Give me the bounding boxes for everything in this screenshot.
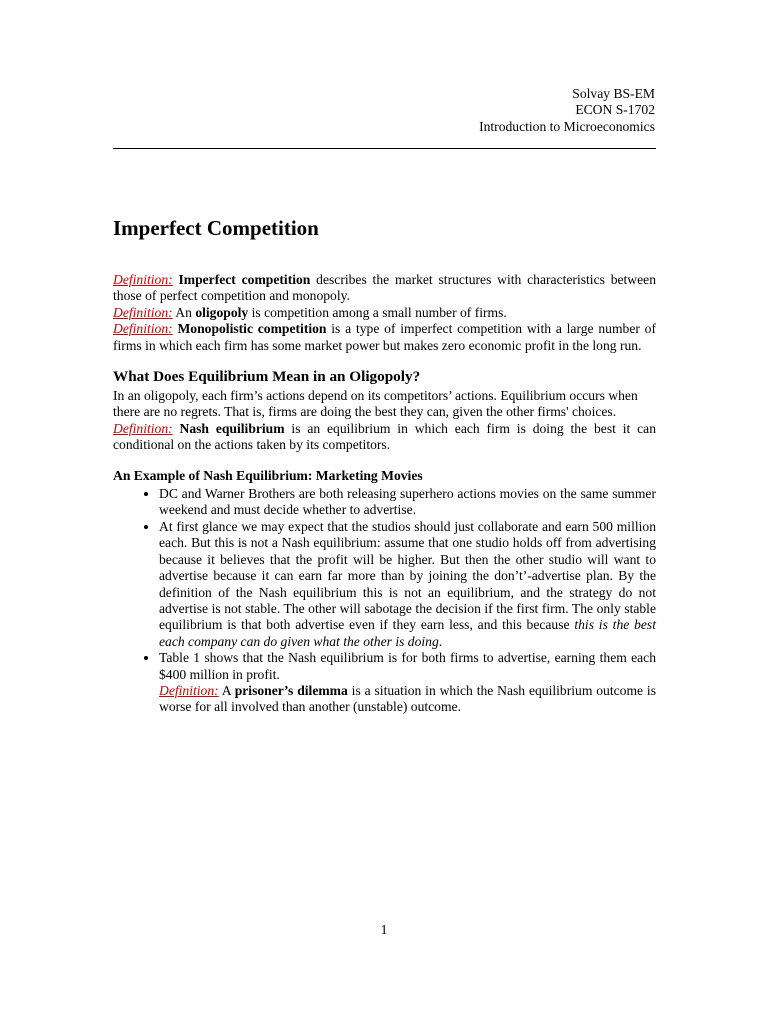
bullet-text: At first glance we may expect that the studios should just collaborate and earn 500 million each. But this is not a Nash equilibrium: assume that one studio holds off from advertising because it believes that the profit will be higher. But then the other studio will want to advertise because it can earn far more than by joining the don’t’-advertise plan. By the definition of the Nash equilibrium this is not an equilibrium, and the strategy do not advertise is not stable. The other will sabotage the decision if the first firm. The only stable equilibrium is that both advertise even if they earn less, and this because [159, 518, 656, 633]
header-rule [113, 148, 656, 149]
list-item: • DC and Warner Brothers are both releasing superhero actions movies on the same summer weekend and must decide whether to advertise. [159, 486, 656, 519]
definition-term: oligopoly [195, 304, 249, 320]
definition-text: is a situation in which the Nash equilibrium outcome is worse for all involved than another (unstable) outcome. [159, 682, 656, 715]
definition-term: prisoner’s dilemma [234, 682, 348, 698]
list-item [159, 650, 656, 716]
definition-label: Definition: [159, 682, 219, 698]
list-item [159, 519, 656, 650]
bullet-italic-text: this is the best each company can do given what the other is doing [159, 617, 656, 649]
definition-monopolistic-competition [113, 321, 656, 354]
definition-nash-equilibrium [113, 421, 656, 454]
definition-term: Monopolistic competition [177, 321, 327, 337]
definition-label: Definition: [113, 304, 173, 320]
definition-text: is an equilibrium in which each firm is doing the best it can conditional on the actions taken by its competitors. [113, 420, 656, 453]
definition-oligopoly [113, 305, 656, 321]
definition-label: Definition: [113, 420, 173, 436]
header-course-code: ECON S-1702 [575, 102, 655, 118]
document-body [113, 214, 656, 716]
page-number: 1 [380, 922, 388, 937]
definition-label: Definition: [113, 272, 173, 287]
section-paragraph-equilibrium: In an oligopoly, each firm’s actions depend on its competitors’ actions. Equilibrium occurs when there are no regrets. That is, firms are doing the best they can, given the other firms' choices. [113, 388, 638, 420]
definition-prefix: A [218, 682, 235, 698]
header-course-title: Introduction to Microeconomics [479, 118, 655, 134]
page-title: Imperfect Competition [113, 216, 319, 240]
section-heading-equilibrium: What Does Equilibrium Mean in an Oligopoly? [113, 368, 421, 386]
definition-text: is competition among a small number of firms. [248, 304, 507, 320]
definition-text: is a type of imperfect competition with a large number of firms in which each firm has some market power but makes zero economic profit in the long run. [113, 321, 656, 353]
section-heading-example: An Example of Nash Equilibrium: Marketing Movies [113, 467, 423, 483]
definition-prisoners-dilemma [159, 683, 656, 716]
course-header [479, 86, 655, 135]
definition-text: describes the market structures with characteristics between those of perfect competition and monopoly. [113, 272, 656, 304]
example-bullet-list [113, 486, 656, 716]
definition-term: Imperfect competition [178, 272, 311, 287]
header-institution: Solvay BS-EM [572, 86, 655, 101]
definition-imperfect-competition [113, 272, 656, 305]
definition-label: Definition: [113, 321, 173, 337]
bullet-text: • Table 1 shows that the Nash equilibrium is for both firms to advertise, earning them each $400 million in profit. [159, 650, 656, 682]
bullet-text-end: . [438, 633, 443, 649]
definition-prefix: An [172, 304, 196, 320]
definitions-block [113, 272, 656, 354]
definition-term: Nash equilibrium [179, 420, 285, 436]
